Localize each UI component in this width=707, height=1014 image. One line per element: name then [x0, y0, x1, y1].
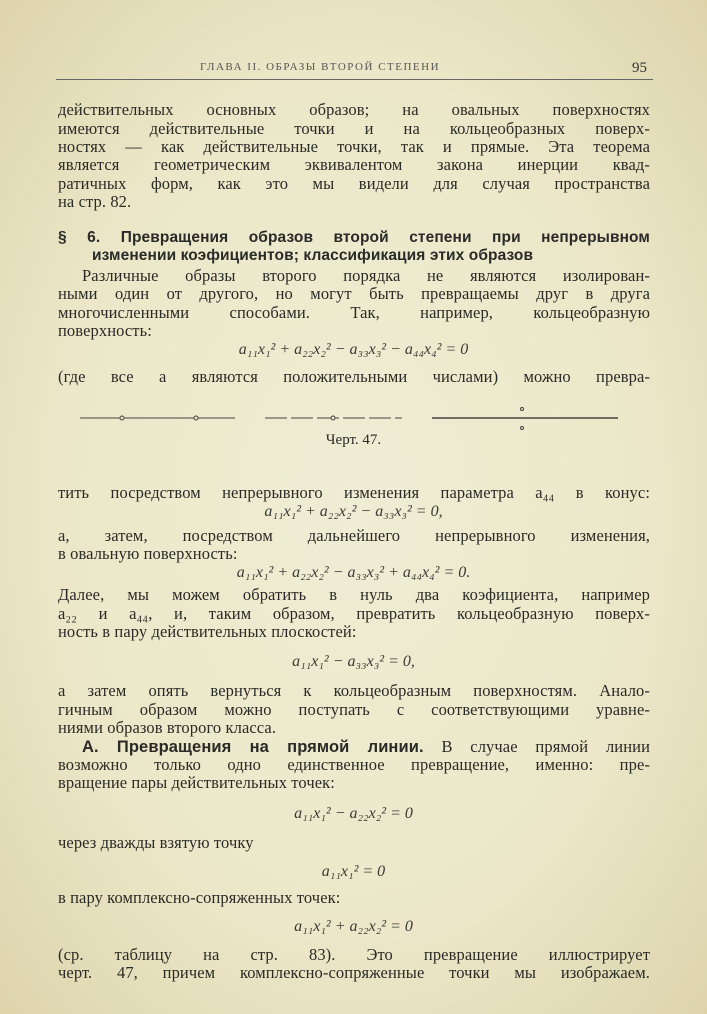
equation: a₁₁x₁² − a₃₃x₃² = 0, [292, 653, 415, 670]
text-line: ратичных форм, как это мы видели для случая пространства [58, 174, 650, 193]
text-line [82, 738, 650, 756]
text-line: вращение пары действительных точек: [58, 773, 335, 792]
running-header: ГЛАВА II. ОБРАЗЫ ВТОРОЙ СТЕПЕНИ [200, 61, 441, 73]
text-line: имеются действительные точки и на кольцеобразных поверх- [58, 119, 650, 138]
figure-caption: Черт. 47. [325, 432, 382, 448]
figure-point [194, 416, 198, 420]
equation: a₁₁x₁² + a₂₂x₂² − a₃₃x₃² = 0, [264, 503, 443, 520]
text-line: многочисленными способами. Так, например, кольцеобразную [58, 303, 650, 322]
text-line: Далее, мы можем обратить в нуль два коэфициента, например [58, 585, 650, 604]
text-line: (где все a являются положительными числами) можно превра- [58, 367, 650, 386]
text-line: черт. 47, причем комплексно-сопряженные точки мы изображаем. [58, 963, 650, 982]
figure-point [120, 416, 124, 420]
text-line: а затем опять вернуться к кольцеобразным поверхностям. Анало- [58, 681, 650, 700]
text-line: на стр. 82. [58, 192, 132, 211]
equation: a₁₁x₁² + a₂₂x₂² = 0 [294, 918, 413, 935]
text-line: возможно только одно единственное превращение, именно: пре- [58, 755, 650, 774]
page-number: 95 [632, 60, 647, 76]
text-line: ными один от другого, но могут быть превращаемы друг в друга [58, 284, 650, 303]
text-line: является геометрическим эквивалентом закона инерции квад- [58, 155, 650, 174]
figure-point [521, 427, 524, 430]
text-line: (ср. таблицу на стр. 83). Это превращение иллюстрирует [58, 945, 650, 964]
text-line: в овальную поверхность: [58, 544, 238, 563]
text-line: a₂₂ и a₄₄, и, таким образом, превратить кольцеобразную поверх- [58, 604, 650, 623]
text-line: гичным образом можно поступать с соответствующими уравне- [58, 700, 650, 719]
text-line: ность в пару действительных плоскостей: [58, 622, 357, 641]
text-line: действительных основных образов; на овальных поверхностях [58, 100, 650, 119]
text-line: ниями образов второго класса. [58, 718, 277, 737]
text-line: поверхность: [58, 321, 152, 340]
figure-point [521, 408, 524, 411]
text-line: через дважды взятую точку [58, 833, 254, 852]
equation: a₁₁x₁² + a₂₂x₂² − a₃₃x₃² + a₄₄x₄² = 0. [236, 564, 471, 581]
equation: a₁₁x₁² + a₂₂x₂² − a₃₃x₃² − a₄₄x₄² = 0 [238, 341, 469, 358]
text-line: в пару комплексно-сопряженных точек: [58, 888, 341, 907]
section-heading: § 6. Превращения образов второй степени при непрерывном [58, 229, 650, 246]
subsection-heading: А. Превращения на прямой линии. [82, 738, 424, 756]
text-line: тить посредством непрерывного изменения параметра a₄₄ в конус: [58, 483, 650, 502]
equation: a₁₁x₁² − a₂₂x₂² = 0 [294, 805, 413, 822]
text-line: ностях — как действительные точки, так и прямые. Эта теорема [58, 137, 650, 156]
text-span: В случае прямой линии [423, 737, 651, 756]
equation: a₁₁x₁² = 0 [321, 863, 386, 880]
text-line: а, затем, посредством дальнейшего непрерывного изменения, [58, 526, 650, 545]
figure-point [331, 416, 335, 420]
section-heading: изменении коэфициентов; классификация этих образов [92, 247, 534, 264]
text-line: Различные образы второго порядка не являются изолирован- [82, 266, 650, 285]
